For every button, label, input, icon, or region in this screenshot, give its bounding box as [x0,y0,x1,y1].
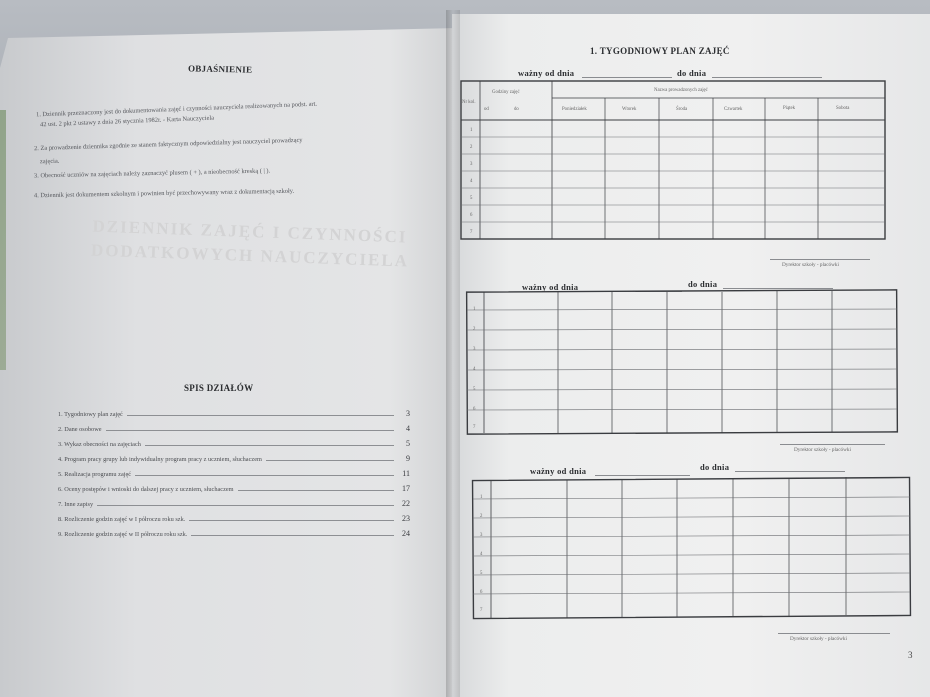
toc-row [58,511,410,523]
toc-leader [135,475,394,476]
toc-label: 6. Oceny postępów i wnioski do dalszej pracy z uczniem, słuchaczem [58,486,234,493]
watermark-line-2: DODATKOWYCH NAUCZYCIELA [90,240,410,271]
day-header: Czwartek [724,107,743,112]
signature-field-1[interactable] [770,259,870,260]
toc-leader [189,520,394,521]
schedule-table-1 [460,80,886,250]
row-number: 4 [480,552,483,557]
toc-heading: SPIS DZIAŁÓW [184,383,254,393]
signature-label-3: Dyrektor szkoły - placówki [790,636,847,642]
toc-label: 3. Wykaz obecności na zajęciach [58,441,141,448]
row-number: 6 [480,590,483,595]
valid-from-label: ważny od dnia [522,282,579,292]
toc-leader [191,535,394,536]
signature-field-2[interactable] [780,444,885,445]
col-hours-header: Godziny zajęć [492,90,520,95]
toc-row [58,496,410,508]
row-number: 5 [470,196,473,201]
row-number: 2 [470,145,473,150]
toc-label: 2. Dane osobowe [58,426,102,433]
row-number: 3 [473,347,476,352]
hours-from: od [484,107,489,112]
toc-page: 11 [402,469,410,478]
left-page [0,28,458,697]
valid-to-label: do dnia [688,279,718,289]
row-number: 1 [480,495,483,500]
day-header: Wtorek [622,107,637,112]
row-number: 5 [480,571,483,576]
explanation-heading: OBJAŚNIENIE [187,63,253,75]
cover-edge [0,110,6,370]
weekly-plan-heading: 1. TYGODNIOWY PLAN ZAJĘĆ [590,46,730,56]
row-number: 7 [480,608,483,613]
day-header: Środa [676,107,688,112]
row-number: 3 [470,162,473,167]
valid-from-label: ważny od dnia [518,68,575,78]
row-number: 5 [473,387,476,392]
row-number: 6 [473,407,476,412]
toc-leader [97,505,394,506]
toc-row [58,451,410,463]
valid-to-field[interactable] [712,77,822,78]
toc-label: 1. Tygodniowy plan zajęć [58,411,123,418]
day-header: Poniedziałek [562,107,587,112]
note-2a: 2. Za prowadzenie dziennika zgodnie ze stanem faktycznym odpowiedzialny jest nauczyciel prowadzący [33,136,303,153]
toc-row [58,466,410,478]
row-number: 1 [470,128,473,133]
note-1b: 42 ust. 2 pkt 2 ustawy z dnia 26 stycznia 1982r. - Karta Nauczyciela [39,114,215,129]
signature-label-1: Dyrektor szkoły - placówki [782,262,839,268]
row-number: 4 [473,367,476,372]
watermark-line-1: DZIENNIK ZAJĘĆ I CZYNNOŚCI [92,216,408,247]
toc-leader [145,445,394,446]
day-header: Sobota [836,106,850,111]
toc-row [58,481,410,493]
toc-label: 5. Realizacja programu zajęć [58,471,132,478]
signature-field-3[interactable] [778,633,890,634]
day-header: Piątek [783,106,795,111]
toc-label: 7. Inne zapisy [58,501,94,508]
valid-to-label: do dnia [677,68,707,78]
col-names-header: Nazwa prowadzonych zajęć [654,88,708,93]
toc-leader [238,490,394,491]
col-nr-header: Nr kol. [462,100,476,105]
note-1a: 1. Dziennik przeznaczony jest do dokumentowania zajęć i czynności nauczyciela realizowanych na podst. art. [35,100,318,119]
toc-row [58,436,410,448]
note-3: 3. Obecność uczniów na zajęciach należy zaznaczyć plusem ( + ), a nieobecność kreską ( | ). [33,167,271,180]
toc-row [58,421,410,433]
row-number: 7 [470,230,473,235]
schedule-table-2 [466,290,900,436]
note-4: 4. Dziennik jest dokumentem szkolnym i powinien być przechowywany wraz z dokumentacją szkoły. [33,187,295,200]
valid-from-label: ważny od dnia [530,466,587,476]
toc-page: 22 [402,499,410,508]
row-number: 2 [480,514,483,519]
page-number: 3 [908,650,913,660]
row-number: 1 [473,307,476,312]
toc-row [58,526,410,538]
hours-to: do [514,107,519,112]
toc-page: 17 [402,484,410,493]
toc-page: 24 [402,529,410,538]
toc-leader [127,415,394,416]
valid-to-field[interactable] [723,288,833,289]
toc-label: 8. Rozliczenie godzin zajęć w I półroczu roku szk. [58,516,186,523]
schedule-table-3 [472,476,914,622]
toc-label: 9. Rozliczenie godzin zajęć w II półroczu roku szk. [58,531,188,538]
toc-page: 3 [406,409,410,418]
valid-to-label: do dnia [700,462,730,472]
toc-leader [106,430,394,431]
book-spine [446,10,460,697]
toc-page: 23 [402,514,410,523]
toc-page: 5 [406,439,410,448]
row-number: 7 [473,425,476,430]
toc-leader [266,460,394,461]
row-number: 3 [480,533,483,538]
note-2b: zajęcia. [39,157,60,166]
signature-label-2: Dyrektor szkoły - placówki [794,447,851,453]
row-number: 6 [470,213,473,218]
valid-from-field[interactable] [582,77,672,78]
row-number: 4 [470,179,473,184]
toc-row [58,406,410,418]
toc-page: 9 [406,454,410,463]
toc-page: 4 [406,424,410,433]
toc-label: 4. Program pracy grupy lub indywidualny program pracy z uczniem, słuchaczem [58,456,262,463]
valid-to-field[interactable] [735,471,845,472]
row-number: 2 [473,327,476,332]
